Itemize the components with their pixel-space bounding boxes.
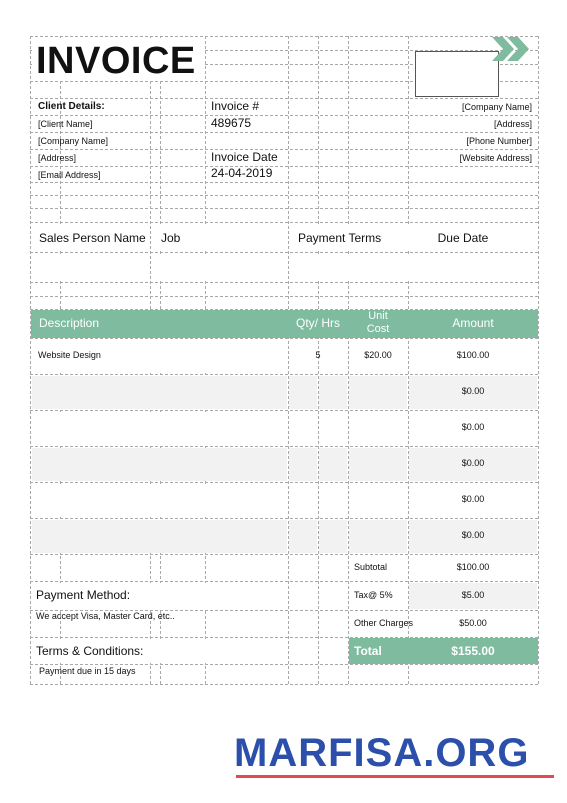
- company-website: [Website Address]: [459, 153, 532, 163]
- grid-line: [30, 581, 538, 582]
- subtotal-value: $100.00: [456, 562, 490, 572]
- terms-label: Terms & Conditions:: [36, 644, 144, 658]
- item-row-band: [319, 448, 347, 481]
- payment-terms-header: Payment Terms: [298, 231, 382, 245]
- grid-line: [30, 115, 538, 116]
- total-label: Total: [354, 644, 382, 658]
- logo-placeholder: [415, 51, 499, 97]
- description-column-header: Description: [39, 316, 100, 330]
- invoice-title: INVOICE: [36, 40, 196, 82]
- item-row-band: [349, 520, 407, 553]
- grid-line: [30, 374, 538, 375]
- item-row-band: [319, 520, 347, 553]
- brand-watermark: MARFISA.ORG: [234, 731, 530, 775]
- other-charges-value: $50.00: [459, 618, 487, 628]
- client-email: [Email Address]: [38, 170, 101, 180]
- grid-line: [538, 36, 539, 684]
- invoice-number: 489675: [211, 116, 252, 130]
- grid-line: [30, 296, 538, 297]
- payment-terms-value-cell: [289, 254, 391, 281]
- item-row-band: [289, 376, 317, 409]
- grid-line: [30, 446, 538, 447]
- invoice-sheet: [30, 36, 538, 684]
- grid-line: [30, 98, 538, 99]
- item-amount: $0.00: [461, 458, 485, 468]
- grid-line: [30, 554, 538, 555]
- client-company: [Company Name]: [38, 136, 109, 146]
- invoice-date-label: Invoice Date: [211, 150, 278, 164]
- grid-line: [30, 684, 538, 685]
- chevron-right-icon: [490, 36, 532, 64]
- item-description-cell: [32, 484, 287, 517]
- invoice-number-label: Invoice #: [211, 99, 260, 113]
- grid-line: [30, 149, 538, 150]
- terms-text: Payment due in 15 days: [39, 666, 136, 676]
- company-phone: [Phone Number]: [466, 136, 532, 146]
- grid-line: [30, 36, 538, 37]
- payment-method-text: We accept Visa, Master Card, etc..: [36, 611, 175, 621]
- grid-line: [30, 132, 538, 133]
- item-row-band: [319, 376, 347, 409]
- grid-line: [288, 36, 289, 684]
- item-row-band: [32, 520, 287, 553]
- item-amount: $0.00: [461, 422, 485, 432]
- unit-cost-column-header: Cost: [366, 323, 390, 335]
- grid-line: [30, 338, 538, 339]
- qty-column-header: Qty/ Hrs: [296, 316, 340, 330]
- item-row-band: [289, 448, 317, 481]
- grid-line: [30, 182, 538, 183]
- grid-line: [348, 36, 349, 684]
- payment-method-label: Payment Method:: [36, 588, 131, 602]
- client-details-label: Client Details:: [38, 101, 105, 112]
- grid-line: [30, 166, 538, 167]
- item-amount: $0.00: [461, 494, 485, 504]
- total-value: $155.00: [451, 644, 495, 658]
- grid-line: [30, 208, 538, 209]
- grid-line: [30, 36, 31, 684]
- item-qty: 5: [315, 350, 321, 360]
- client-name: [Client Name]: [38, 119, 93, 129]
- unit-cost-column-header: Unit: [368, 310, 388, 322]
- grid-line: [318, 36, 319, 684]
- grid-line: [30, 252, 538, 253]
- due-date-header: Due Date: [437, 231, 489, 245]
- grid-line: [30, 195, 538, 196]
- item-row-band: [349, 376, 407, 409]
- item-amount: $0.00: [461, 530, 485, 540]
- item-row-band: [32, 376, 287, 409]
- due-date-value-cell: [393, 254, 537, 281]
- item-description-cell: [32, 412, 287, 445]
- item-amount: $0.00: [461, 386, 485, 396]
- tax-value: $5.00: [461, 590, 485, 600]
- brand-underline: [236, 775, 554, 778]
- company-address: [Address]: [493, 119, 532, 129]
- invoice-date: 24-04-2019: [211, 166, 273, 180]
- other-charges-label: Other Charges: [354, 618, 414, 628]
- item-row-band: [349, 448, 407, 481]
- item-amount: $100.00: [456, 350, 490, 360]
- grid-line: [30, 410, 538, 411]
- sales-person-header: Sales Person Name: [39, 231, 146, 245]
- sales-person-value-cell: [32, 254, 149, 281]
- grid-line: [30, 482, 538, 483]
- tax-label: Tax@ 5%: [354, 590, 393, 600]
- subtotal-label: Subtotal: [354, 562, 388, 572]
- job-header: Job: [161, 231, 181, 245]
- amount-column-header: Amount: [452, 316, 494, 330]
- job-value-cell: [151, 254, 287, 281]
- item-unit-cost: $20.00: [364, 350, 392, 360]
- grid-line: [30, 664, 538, 665]
- company-name: [Company Name]: [461, 102, 532, 112]
- grid-line: [30, 222, 538, 223]
- item-row-band: [32, 448, 287, 481]
- grid-line: [30, 282, 538, 283]
- client-address: [Address]: [38, 153, 77, 163]
- item-row-band: [289, 520, 317, 553]
- item-description: Website Design: [38, 350, 101, 360]
- grid-line: [30, 518, 538, 519]
